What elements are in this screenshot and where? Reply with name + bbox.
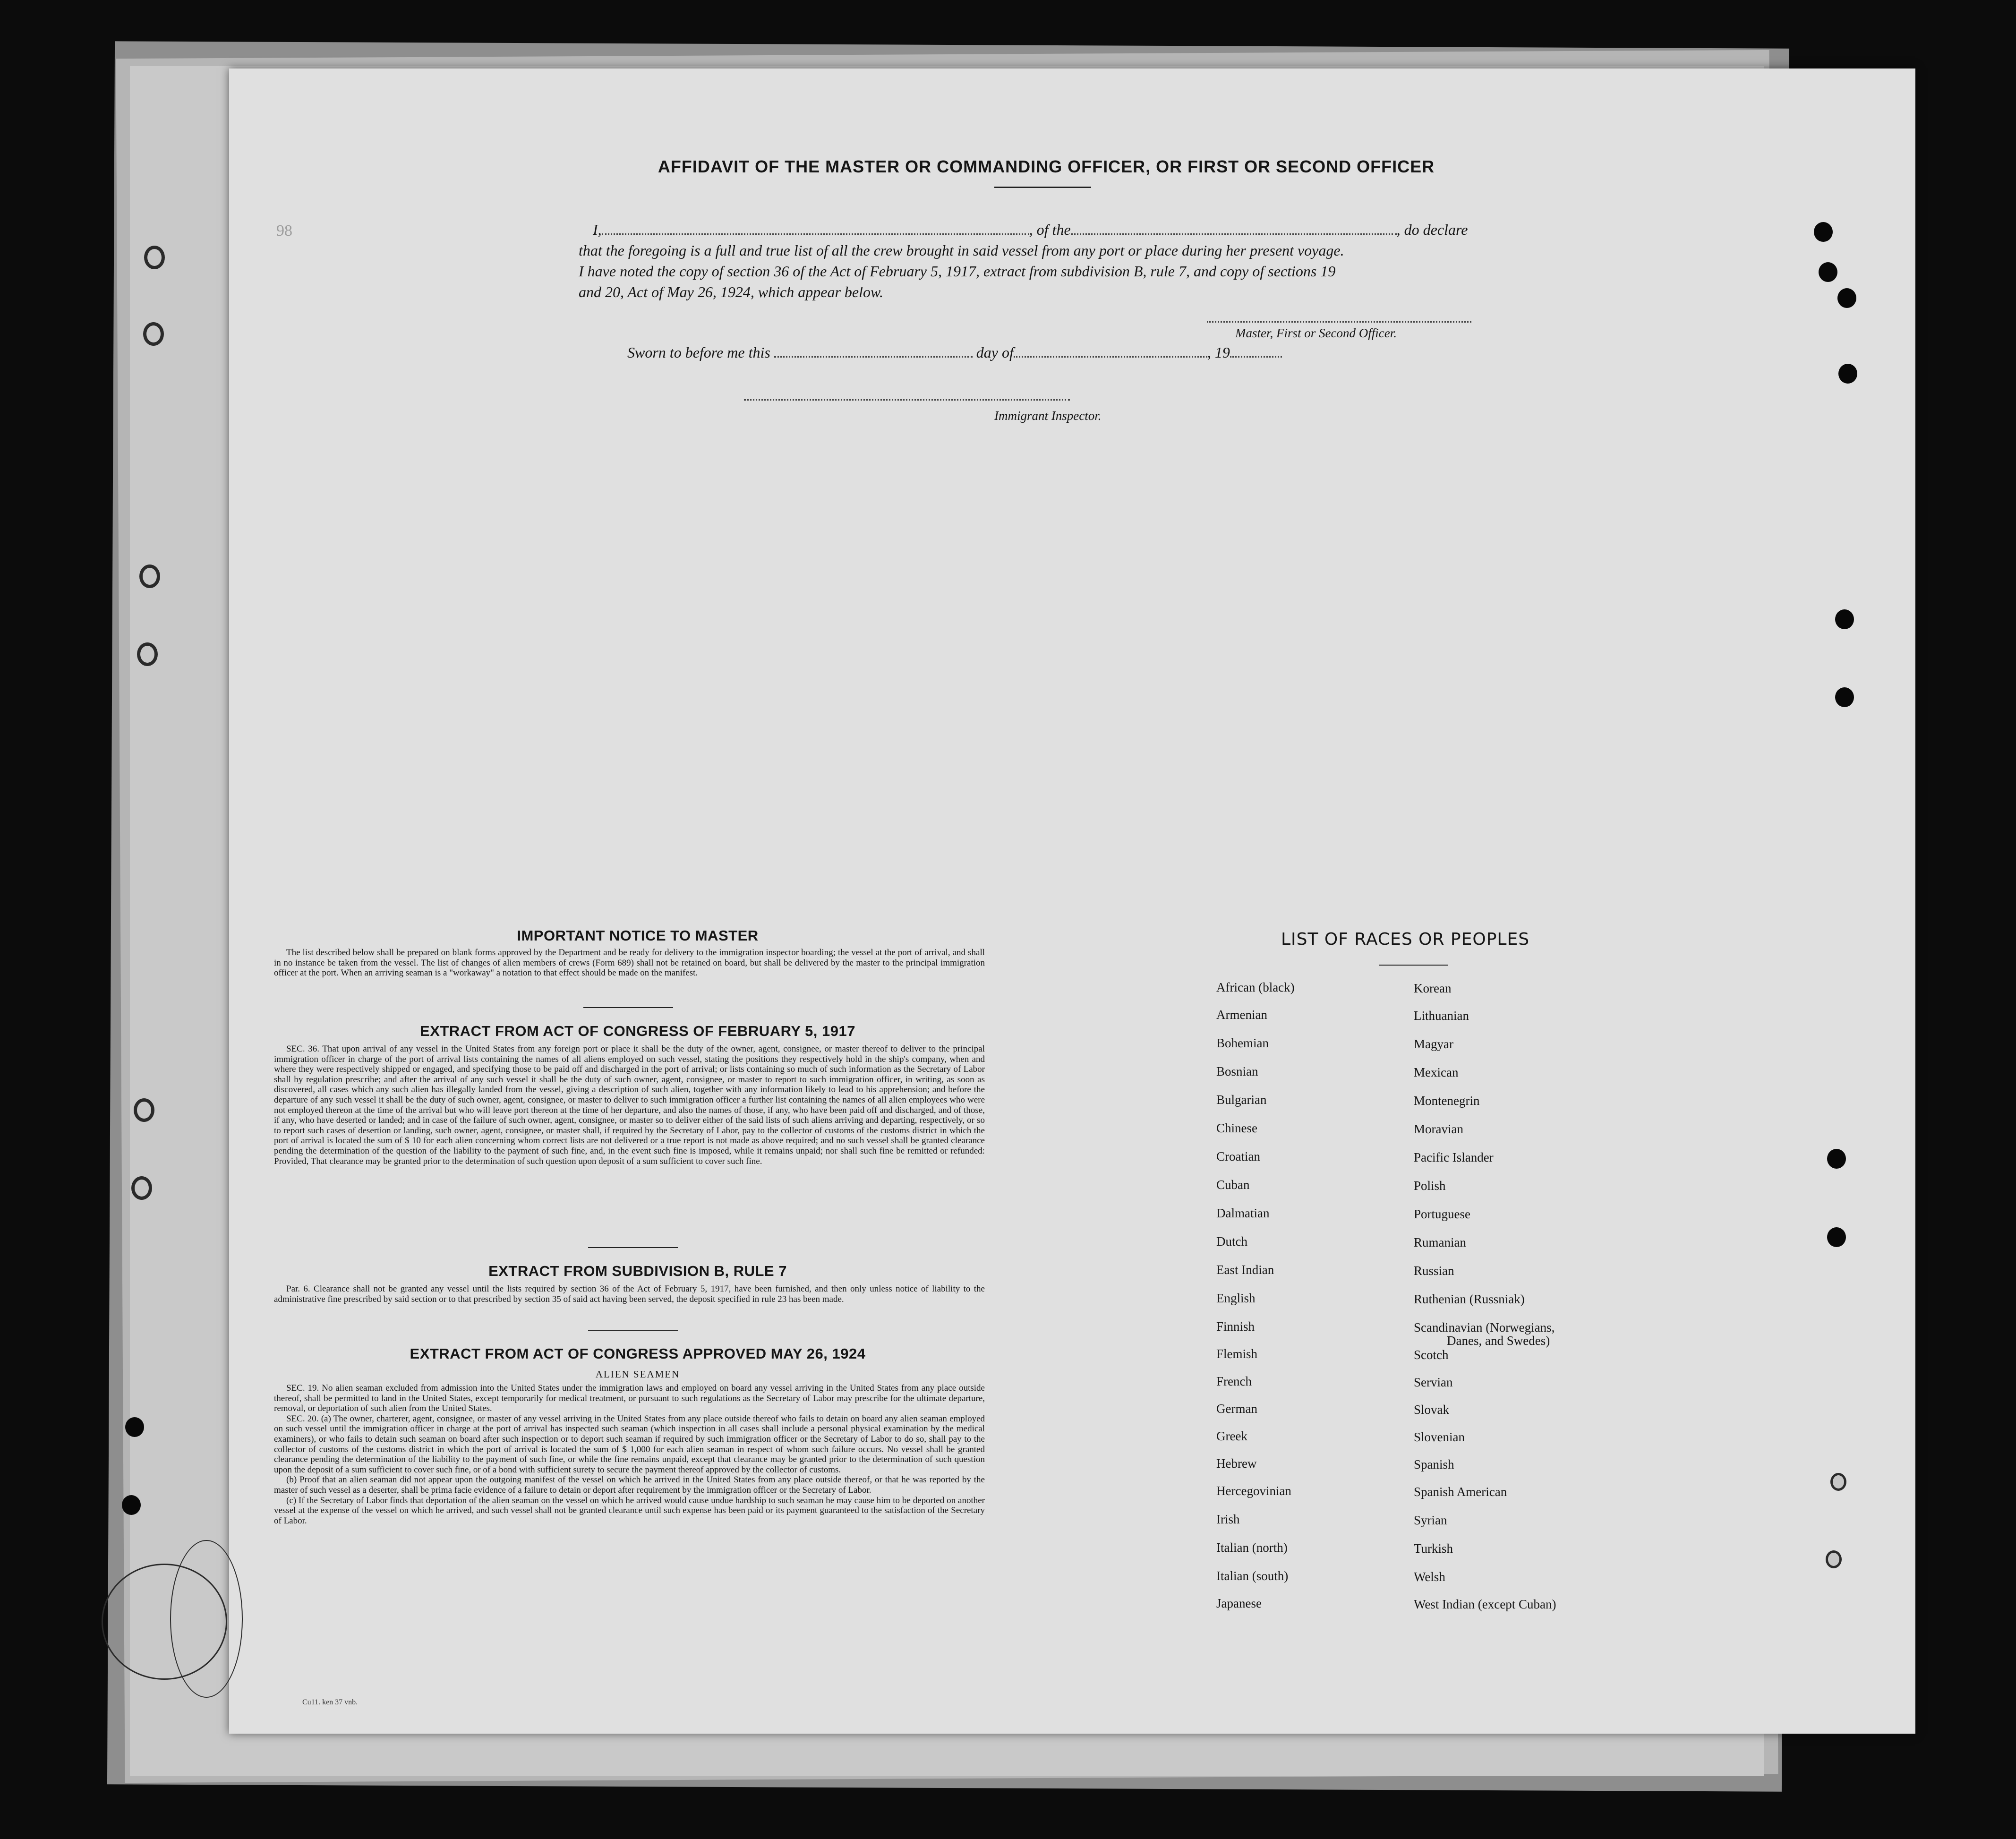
declaration-line-3: I have noted the copy of section 36 of the Act of February 5, 1917, extract from subdivision B, rule 7, and copy of sections 19 [579, 263, 1336, 280]
race-item: Irish [1216, 1512, 1240, 1526]
sec-20b-paragraph: (b) Proof that an alien seaman did not appear upon the outgoing manifest of the vessel on which he arrived in the United States from any place outside thereof, or that he was reported by the master of such vessel as a deserter, shall be prima facie evidence of a failure to detain or deport after requirement by the immigration officer or the Secretary of Labor. [274, 1475, 985, 1495]
sworn-year-label: , 19 [1207, 344, 1230, 361]
race-item: Ruthenian (Russniak) [1414, 1292, 1525, 1306]
section-divider [588, 1247, 678, 1248]
declare-label: , do declare [1396, 221, 1468, 238]
race-item: Rumanian [1414, 1235, 1466, 1249]
sworn-month-field[interactable] [1014, 356, 1207, 358]
race-item: East Indian [1216, 1263, 1274, 1277]
section-divider [588, 1330, 678, 1331]
declarant-name-field[interactable] [602, 233, 1029, 235]
races-title-rule [1379, 965, 1448, 966]
race-item: African (black) [1216, 980, 1295, 994]
declarant-label: I, [593, 221, 602, 238]
race-item: German [1216, 1402, 1257, 1416]
form-footer-code: Cu11. ken 37 vnb. [302, 1698, 358, 1706]
binder-hole [144, 246, 165, 269]
race-item: Hercegovinian [1216, 1484, 1291, 1498]
punch-hole [1814, 222, 1833, 242]
race-item: Finnish [1216, 1319, 1255, 1334]
race-item: Spanish [1414, 1457, 1454, 1471]
punch-hole [122, 1495, 141, 1515]
race-item: Italian (north) [1216, 1540, 1288, 1555]
race-item: Chinese [1216, 1121, 1257, 1135]
declaration-line-1 [593, 221, 1468, 239]
title-rule [994, 187, 1091, 188]
race-item: Lithuanian [1414, 1009, 1469, 1023]
binder-hole [143, 322, 164, 346]
race-item: West Indian (except Cuban) [1414, 1597, 1556, 1611]
race-item: Dutch [1216, 1234, 1247, 1249]
binding-string [170, 1540, 243, 1698]
race-item: Hebrew [1216, 1456, 1257, 1471]
notice-text [274, 948, 985, 978]
punch-hole [1837, 288, 1856, 308]
sec-36-paragraph: SEC. 36. That upon arrival of any vessel in the United States from any foreign port or place it shall be the duty of the owner, agent, consignee, or master thereof to deliver to the principal immigration officer in charge of the port of arrival lists containing the names of all aliens employed on such vessel, stating the positions they respectively hold in the ship's company, when and where they were respectively shipped or engaged, and specifying those to be paid off and discharged in the port of arrival; or lists containing so much of such information as the Secretary of Labor shall by regulation prescribe; and after the arrival of any such vessel it shall be the duty of such owner, agent, consignee, or master to report to such immigration officer, in writing, as soon as discovered, all cases which any such alien has illegally landed from the vessel, giving a description of such alien, together with any information likely to lead to his apprehension; and before the departure of any such vessel it shall be the duty of such owner, agent, consignee, or master to deliver to such immigration officer a further list containing the names of all alien employees who were not employed thereon at the time of the arrival but who will leave port thereon at the time of her departure, and also the names of those, if any, who have been paid off and discharged, and of those, if any, who have deserted or landed; and in case of the failure of such owner, agent, consignee, or master so to deliver either of the said lists of such aliens arriving and departing, respectively, or so to report such cases of desertion or landing, such owner, agent, consignee, or master shall, if required by the Secretary of Labor, pay to the collector of customs of the customs district in which the port of arrival is located the sum of $ 10 for each alien concerning whom correct lists are not delivered or a true report is not made as above required; and no such vessel shall be granted clearance pending the determination of the question of the liability to the payment of such fine, and, in the event such fine is imposed, while it remains unpaid; nor shall such fine be remitted or refunded: Provided, That clearance may be granted prior to the determination of such question upon deposit of a sum sufficient to cover such fine. [274, 1044, 985, 1166]
sec-19-paragraph: SEC. 19. No alien seaman excluded from admission into the United States under the immigration laws and employed on board any vessel arriving in the United States from any place outside thereof, shall be permitted to land in the United States, except temporarily for medical treatment, or pursuant to such regulations as the Secretary of Labor may prescribe for the ultimate departure, removal, or deportation of such alien from the United States. [274, 1383, 985, 1414]
race-item: Spanish American [1414, 1485, 1507, 1499]
punch-hole [1819, 262, 1837, 282]
race-item: English [1216, 1291, 1256, 1305]
race-item: Bohemian [1216, 1036, 1269, 1050]
race-item: Mexican [1414, 1065, 1459, 1079]
master-signature-label: Master, First or Second Officer. [1235, 326, 1397, 340]
punch-hole [1827, 1149, 1846, 1169]
sec-20c-paragraph: (c) If the Secretary of Labor finds that deportation of the alien seaman on the vessel on which he arrived would cause undue hardship to such seaman he may cause him to be deported on another vessel at the expense of the vessel on which he arrived, and such vessel shall not be granted clearance until such expense has been paid or its payment guaranteed to the satisfaction of the Secretary of Labor. [274, 1495, 985, 1526]
race-item: Japanese [1216, 1596, 1262, 1610]
notice-title: IMPORTANT NOTICE TO MASTER [517, 927, 759, 944]
sworn-day-field[interactable] [774, 356, 973, 358]
binder-hole [134, 1098, 154, 1122]
sec-20a-paragraph: SEC. 20. (a) The owner, charterer, agent, consignee, or master of any vessel arriving in the United States from any place outside thereof who fails to detain on board any alien seaman employed on such vessel until the immigration officer in charge at the port of arrival has inspected such seaman (which inspection in all cases shall include a personal physical examination by the medical examiners), or who fails to detain such seaman on board after such inspection or to deport such seaman if required by such immigration officer or the Secretary of Labor to do so, shall pay to the collector of customs of the customs district in which the port of arrival is located the sum of $ 1,000 for each alien seaman in respect of whom such failure occurs. No vessel shall be granted clearance pending the determination of the liability to the payment of such fine, or while the fine remains unpaid, except that clearance may be granted prior to the determination of such question upon the deposit of a sum sufficient to cover such fine, or of a bond with sufficient surety to secure the payment thereof approved by the collector of customs. [274, 1413, 985, 1475]
punch-hole [1838, 364, 1857, 384]
extract-rule7-title: EXTRACT FROM SUBDIVISION B, RULE 7 [488, 1263, 787, 1279]
race-item: Magyar [1414, 1037, 1453, 1051]
extract-1917-title: EXTRACT FROM ACT OF CONGRESS OF FEBRUARY 5, 1917 [420, 1023, 855, 1039]
sworn-day-of-label: day of [976, 344, 1014, 361]
binder-hole [131, 1176, 152, 1200]
race-item: Flemish [1216, 1347, 1258, 1361]
master-signature-field[interactable] [1207, 321, 1471, 323]
race-item: Croatian [1216, 1149, 1260, 1163]
race-item: Cuban [1216, 1178, 1250, 1192]
race-item: Italian (south) [1216, 1569, 1289, 1583]
affidavit-title: AFFIDAVIT OF THE MASTER OR COMMANDING OFFICER, OR FIRST OR SECOND OFFICER [658, 157, 1435, 176]
race-item: Welsh [1414, 1570, 1445, 1584]
race-item: Bosnian [1216, 1064, 1258, 1078]
binder-hole [139, 565, 160, 588]
race-item: Slovenian [1414, 1430, 1465, 1444]
race-item: Russian [1414, 1264, 1454, 1278]
race-item: Korean [1414, 981, 1452, 995]
alien-seamen-subtitle: ALIEN SEAMEN [595, 1369, 680, 1380]
notice-paragraph: The list described below shall be prepared on blank forms approved by the Department and be ready for delivery to the immigration inspector boarding; the vessel at the port of arrival, and shall in no instance be taken from the vessel. The list of changes of alien members of crews (Form 689) shall not be retained on board, but shall be delivered by the master to the principal immigration officer at the port. When an arriving seaman is a "workaway" a notation to that effect should be made on the manifest. [274, 948, 985, 978]
inspector-label: Immigrant Inspector. [994, 409, 1102, 423]
vessel-label: , of the [1029, 221, 1071, 238]
extract-1924-title: EXTRACT FROM ACT OF CONGRESS APPROVED MAY 26, 1924 [410, 1345, 866, 1362]
race-item: Moravian [1414, 1122, 1463, 1136]
race-item: Dalmatian [1216, 1206, 1270, 1220]
race-item: Montenegrin [1414, 1094, 1480, 1108]
vessel-name-field[interactable] [1071, 233, 1397, 235]
punch-hole [1827, 1227, 1846, 1247]
sworn-line [627, 344, 1282, 361]
punch-hole [1835, 687, 1854, 707]
race-item: Servian [1414, 1375, 1453, 1389]
sworn-label: Sworn to before me this [627, 344, 770, 361]
race-item: French [1216, 1374, 1252, 1388]
race-item: Greek [1216, 1429, 1247, 1443]
inspector-signature-field[interactable] [744, 399, 1070, 401]
par-6-paragraph: Par. 6. Clearance shall not be granted any vessel until the lists required by section 36 of the Act of February 5, 1917, have been furnished, and then only unless notice of liability to the administrative fine prescribed by said section or to that prescribed by section 35 of said act having been served, the deposit specified in rule 23 has been made. [274, 1284, 985, 1304]
binder-hole [1830, 1473, 1846, 1491]
race-item: Armenian [1216, 1008, 1267, 1022]
section-divider [583, 1007, 673, 1008]
declaration-line-2: that the foregoing is a full and true list of all the crew brought in said vessel from any port or place during her present voyage. [579, 242, 1344, 259]
race-item: Pacific Islander [1414, 1150, 1494, 1164]
race-item: Danes, and Swedes) [1447, 1334, 1550, 1348]
declaration-line-4: and 20, Act of May 26, 1924, which appear below. [579, 283, 883, 300]
punch-hole [125, 1417, 144, 1437]
punch-hole [1835, 609, 1854, 629]
race-item: Bulgarian [1216, 1093, 1267, 1107]
race-item: Slovak [1414, 1403, 1450, 1417]
faint-page-number: 98 [276, 222, 292, 239]
race-item: Scotch [1414, 1348, 1449, 1362]
race-item: Turkish [1414, 1541, 1453, 1556]
races-title: LIST OF RACES OR PEOPLES [1281, 930, 1530, 949]
race-item: Syrian [1414, 1513, 1447, 1527]
race-item: Scandinavian (Norwegians, [1414, 1320, 1555, 1334]
binder-hole [1826, 1550, 1842, 1568]
extract-1917-text [274, 1044, 985, 1166]
extract-rule7-text [274, 1284, 985, 1304]
race-item: Polish [1414, 1179, 1446, 1193]
extract-1924-text [274, 1383, 985, 1526]
binder-hole [137, 642, 158, 666]
race-item: Portuguese [1414, 1207, 1470, 1221]
sworn-year-field[interactable] [1230, 356, 1282, 358]
